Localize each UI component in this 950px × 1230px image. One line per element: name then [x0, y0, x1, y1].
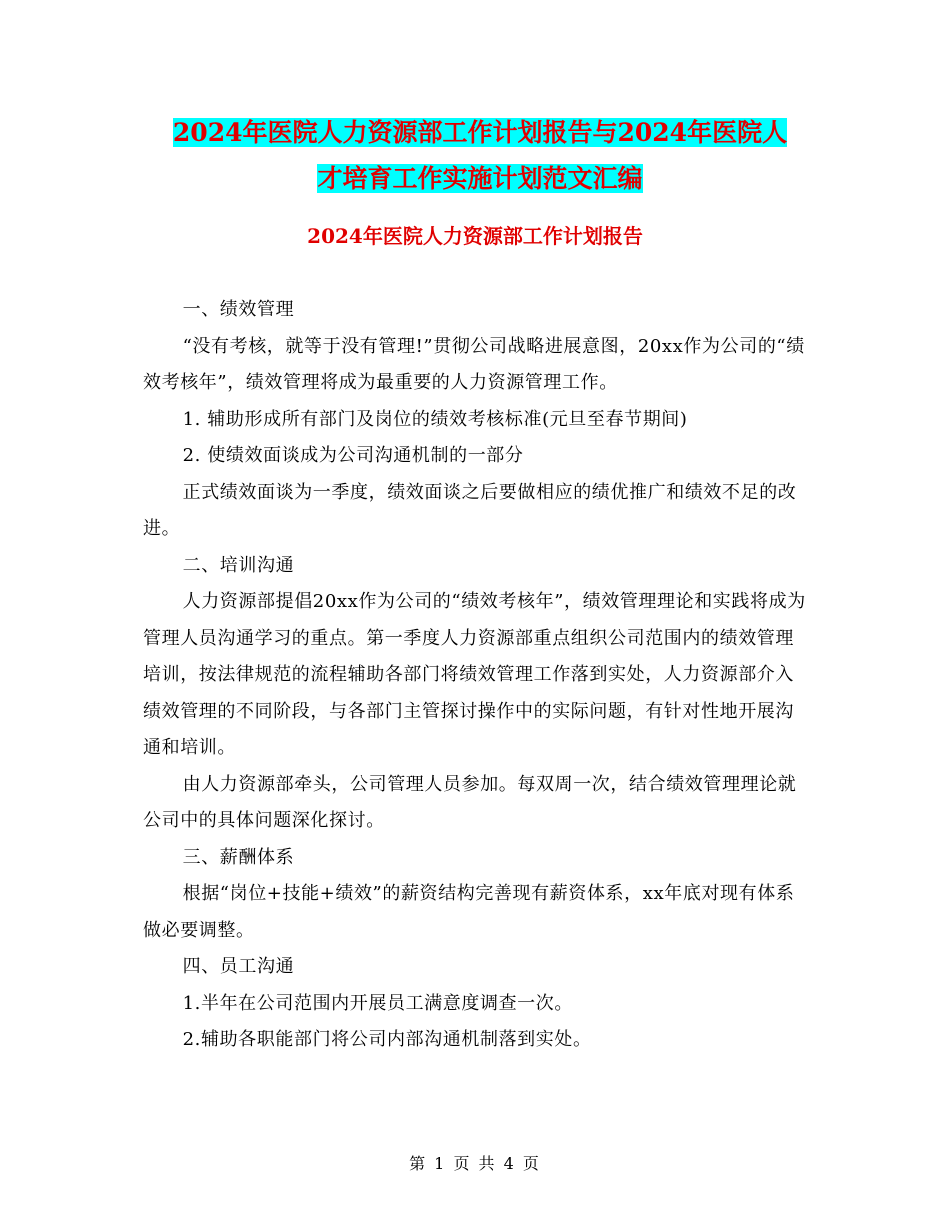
- heading-training-communication: 二、培训沟通: [182, 554, 295, 576]
- paragraph: “没有考核，就等于没有管理!”贯彻公司战略进展意图，20xx作为公司的“绩效考核年”，绩效管理将成为最重要的人力资源管理工作。: [143, 335, 805, 393]
- heading-compensation-system: 三、薪酬体系: [182, 846, 295, 868]
- document-title-line-2: 才培育工作实施计划范文汇编: [317, 164, 643, 193]
- document-body: [143, 292, 808, 1059]
- document-title: [140, 110, 820, 202]
- paragraph: 根据“岗位+技能+绩效”的薪资结构完善现有薪资体系，xx年底对现有体系做必要调整。: [143, 883, 795, 941]
- heading-employee-communication: 四、员工沟通: [182, 956, 295, 977]
- paragraph: 由人力资源部牵头，公司管理人员参加。每双周一次，结合绩效管理理论就公司中的具体问题深化探讨。: [143, 773, 797, 831]
- list-item: 2. 使绩效面谈成为公司沟通机制的一部分: [182, 445, 524, 466]
- document-title-line-1: 2024年医院人力资源部工作计划报告与2024年医院人: [172, 118, 788, 147]
- section-title: 2024年医院人力资源部工作计划报告: [307, 224, 643, 248]
- list-item: 1.半年在公司范围内开展员工满意度调查一次。: [182, 992, 573, 1014]
- list-item: 1. 辅助形成所有部门及岗位的绩效考核标准(元旦至春节期间): [182, 408, 688, 430]
- paragraph: 正式绩效面谈为一季度，绩效面谈之后要做相应的绩优推广和绩效不足的改进。: [143, 481, 797, 539]
- heading-performance-management: 一、绩效管理: [182, 299, 295, 320]
- page-footer: 第 1 页 共 4 页: [409, 1154, 541, 1173]
- paragraph: 人力资源部提倡20xx作为公司的“绩效考核年”，绩效管理理论和实践将成为管理人员沟通学习的重点。第一季度人力资源部重点组织公司范围内的绩效管理培训，按法律规范的流程辅助各部门将绩效管理工作落到实处，人力资源部介入绩效管理的不同阶段，与各部门主管探讨操作中的实际问题，有针对性地开展沟通和培训。: [143, 591, 806, 758]
- list-item: 2.辅助各职能部门将公司内部沟通机制落到实处。: [182, 1029, 592, 1050]
